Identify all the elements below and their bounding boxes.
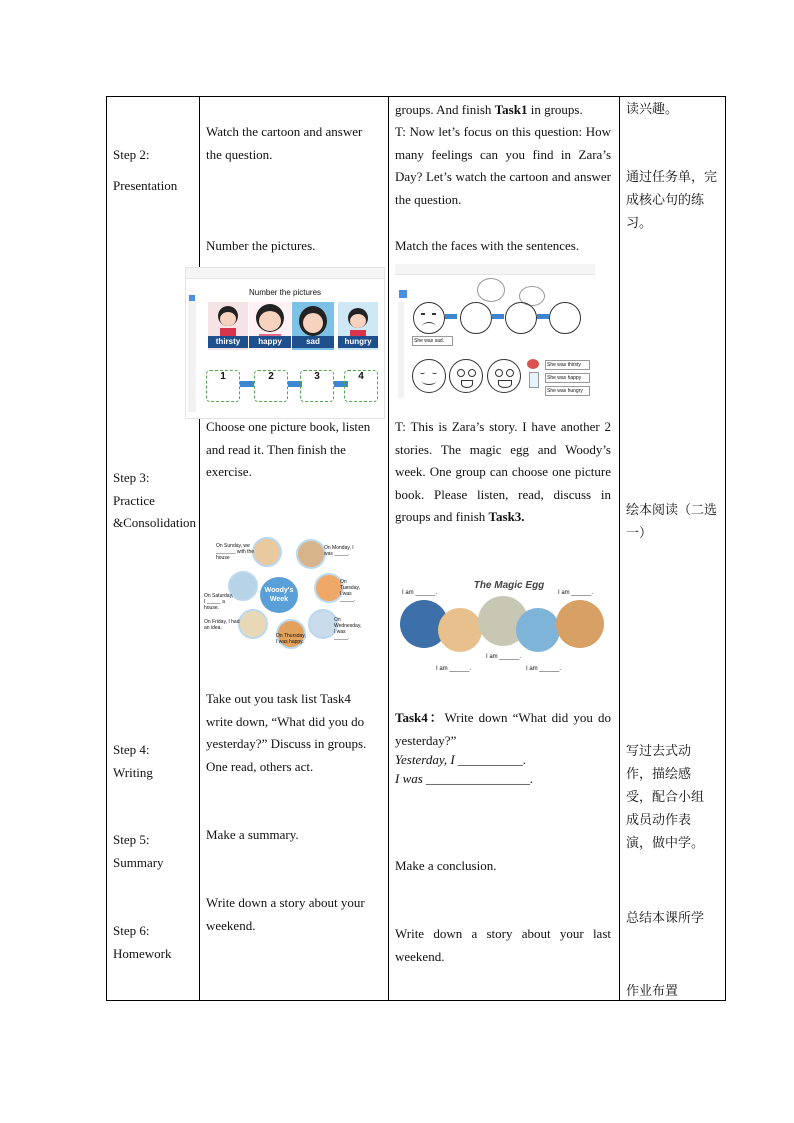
egg-blank-4: I am ______. [436,666,472,672]
label-sad: sad [292,336,334,348]
step5-teacher: Make a conclusion. [395,858,497,873]
slide-sidebar [188,294,196,412]
teacher-story-text: T: This is Zara’s story. I have another 2 stories. The magic egg and Woody’s week. One group can choose one picture book. Please listen, read, discuss in groups and finish Task3. [395,419,611,524]
step2-activity1: Watch the cartoon and answer the question. [206,124,363,162]
task4-instruction: Task4：Write down “What did you do yesterday?” [395,710,611,748]
match-faces-slide [395,264,595,404]
woody-thursday: On Thursday, I was happy. [276,633,306,645]
arrow-right-icon [445,314,457,319]
sad-face-icon [413,302,445,334]
food-icon [527,359,539,369]
purpose-task-sheet: 通过任务单，完成核心句的练习。 [626,170,718,231]
hungry-face-icon [487,359,521,393]
woody-monday: On Monday, I was _____. [324,545,354,557]
purpose-writing: 写过去式动作，描绘感受，配合小组成员动作表演，做中学。 [626,744,705,851]
woodys-week-center: Woody's Week [260,577,298,613]
label-happy: happy [249,336,291,348]
step5-label: Step 5: Summary [113,832,164,870]
slide-toolbar [186,268,384,279]
step3-activity: Choose one picture book, listen and read it. Then finish the exercise. [206,419,371,479]
teacher-question-text: T: Now let’s focus on this question: How many feelings can you find in Zara’s Day? Let’s watch the cartoon and answer the question. [395,124,611,207]
number-box-1[interactable]: 1 [206,370,240,402]
story-picture [556,600,604,648]
purpose-picture-book: 绘本阅读（二选一） [626,503,718,541]
story-picture [516,608,560,652]
task4-line1: Yesterday, I __________. [395,752,527,767]
purpose-homework: 作业布置 [626,984,679,999]
woodys-week-diagram [200,535,362,653]
purpose-summary: 总结本课所学 [626,911,705,926]
step2-activity2: Number the pictures. [206,238,316,253]
step6-activity: Write down a story about your weekend. [206,895,365,933]
woody-wednesday: On Wednesday, I was _____. [334,617,362,641]
happy-face-icon [412,359,446,393]
number-pictures-slide [185,267,385,419]
thirsty-face-icon [449,359,483,393]
pointer-tool-icon[interactable] [399,290,407,298]
egg-blank-5: I am ______. [526,666,562,672]
story-picture [238,609,268,639]
column-divider [388,97,389,1000]
slide-toolbar [395,264,595,275]
magic-egg-title: The Magic Egg [473,580,545,591]
step3-label: Step 3: Practice &Consolidation [113,470,197,530]
step4-activity: Take out you task list Task4 write down, “What did you do yesterday?” Discuss in groups. One read, others act. [206,691,367,774]
empty-face-circle[interactable] [505,302,537,334]
story-picture [438,608,482,652]
story-picture [296,539,326,569]
number-box-2[interactable]: 2 [254,370,288,402]
number-box-3[interactable]: 3 [300,370,334,402]
empty-face-circle[interactable] [549,302,581,334]
egg-blank-3: I am ______. [486,654,522,660]
woody-friday: On Friday, I had an idea. [204,619,240,631]
arrow-right-icon [537,314,549,319]
water-glass-icon [529,372,539,388]
step2-label: Step 2: Presentation [113,147,178,193]
slide-title: Number the pictures [248,288,322,297]
sentence-card[interactable]: She was hungry [545,386,590,396]
sentence-card[interactable]: She was sad. [412,336,453,346]
thought-cloud-icon [477,278,505,302]
step4-label: Step 4: Writing [113,742,153,780]
sentence-card[interactable]: She was happy [545,373,590,383]
arrow-right-icon [240,381,254,387]
teacher-task1-text: groups. And finish Task1 in groups. [395,102,583,117]
label-thirsty: thirsty [208,336,248,348]
empty-face-circle[interactable] [460,302,492,334]
label-hungry: hungry [338,336,378,348]
egg-blank-1: I am ______. [402,590,438,596]
step6-teacher: Write down a story about your last weekend. [395,926,611,964]
step6-label: Step 6: Homework [113,923,172,961]
teacher-match-text: Match the faces with the sentences. [395,238,580,253]
arrow-right-icon [492,314,504,319]
woody-sunday: On Sunday, we _______ with the house [216,543,255,561]
woody-tuesday: On Tuesday, I was _____. [340,579,361,603]
woody-saturday: On Saturday, I _____ a house. [204,593,234,611]
magic-egg-picture [398,578,606,678]
sentence-card[interactable]: She was thirsty [545,360,590,370]
purpose-interest: 读兴趣。 [626,102,679,117]
number-box-4[interactable]: 4 [344,370,378,402]
slide-sidebar [398,302,404,398]
task4-line2: I was ________________. [395,771,534,786]
egg-blank-2: I am ______. [558,590,594,596]
step5-activity: Make a summary. [206,827,299,842]
column-divider [619,97,620,1000]
